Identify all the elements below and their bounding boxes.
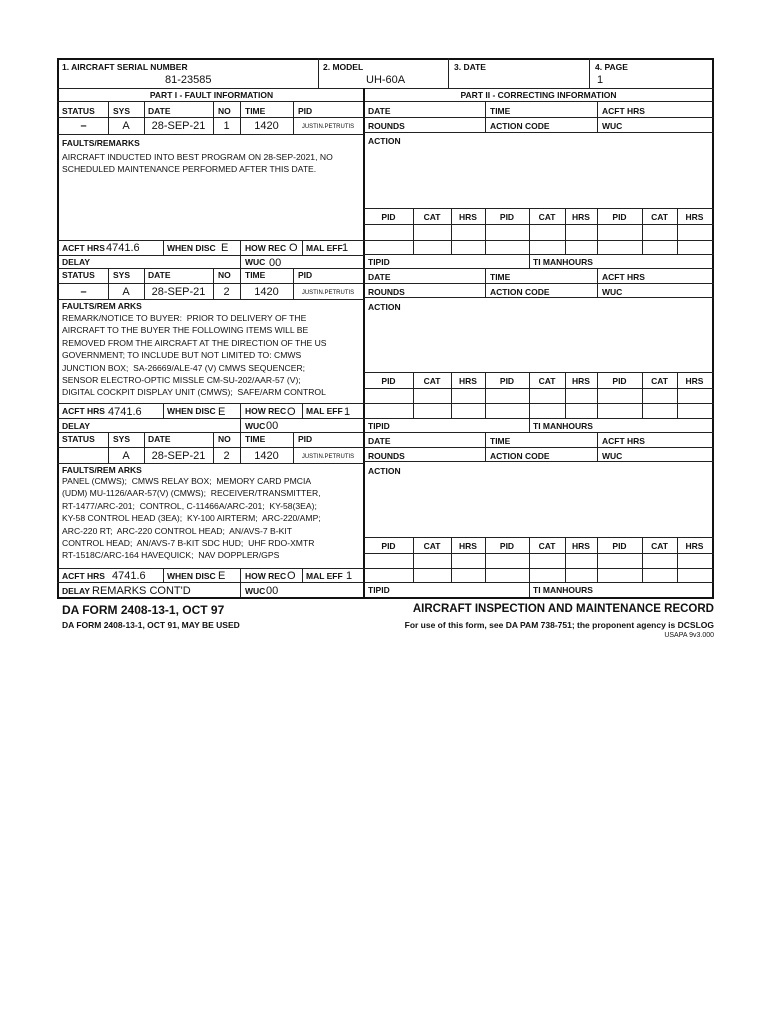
mal-eff-value: 1: [346, 570, 353, 582]
time-value: 1420: [254, 120, 279, 132]
status-value: –: [80, 286, 87, 298]
rounds-label: ROUNDS: [368, 451, 405, 461]
mal-eff-value: 1: [344, 406, 351, 418]
mal-eff-label: MAL EFF: [306, 406, 343, 416]
time-value: 1420: [254, 450, 279, 462]
no-label: NO: [218, 106, 231, 116]
how-rec-value: O: [287, 406, 296, 418]
acft-hrs-value: 4741.6: [112, 570, 146, 582]
hrs-header: HRS: [685, 541, 704, 551]
form-use-note: For use of this form, see DA PAM 738-751; the proponent agency is DCSLOG: [404, 620, 714, 630]
sys-label: SYS: [113, 106, 131, 116]
usapa-version: USAPA 9v3.000: [664, 632, 714, 639]
wuc-value: 00: [266, 585, 279, 597]
pid-header: PID: [612, 541, 627, 551]
correct-wuc-label: WUC: [602, 121, 623, 131]
hrs-header: HRS: [685, 212, 704, 222]
pid-value: JUSTIN.PETRUTIS: [301, 290, 355, 296]
correct-time-label: TIME: [490, 436, 511, 446]
when-disc-value: E: [221, 242, 229, 254]
action-label: ACTION: [368, 136, 401, 146]
cat-header: CAT: [423, 541, 441, 551]
faults-remarks-text: PANEL (CMWS); CMWS RELAY BOX; MEMORY CARD PMCIA (UDM) MU-1126/AAR-57(V) (CMWS); RECEIVER/TRANSMITTER, RT-1477/ARC-201; CONTROL, C-11466A/ARC-201; KY-58(3EA); KY-58 CONTROL HEAD (3EA); KY-100 AIRTERM; ARC-220/AMP; ARC-220 RT; ARC-220 CONTROL HEAD; AN/AVS-7 B-KIT CONTROL HEAD; AN/AVS-7 B-KIT SDC HUD; UHF RDO-XMTR RT-1518C/ARC-164 HAVEQUICK; NAV DOPPLER/GPS: [62, 476, 321, 561]
action-code-label: ACTION CODE: [490, 287, 550, 297]
hrs-header: HRS: [459, 541, 477, 551]
when-disc-label: WHEN DISC: [167, 243, 216, 253]
cat-header: CAT: [538, 212, 556, 222]
correct-acft-hrs-label: ACFT HRS: [602, 106, 645, 116]
form-top-border: [57, 58, 714, 60]
correct-date-label: DATE: [368, 272, 391, 282]
correct-time-label: TIME: [490, 106, 511, 116]
part-divider: [363, 88, 365, 598]
action-code-label: ACTION CODE: [490, 451, 550, 461]
cat-header: CAT: [651, 541, 668, 551]
acft-hrs-value: 4741.6: [106, 242, 140, 254]
page-value: 1: [597, 74, 604, 86]
pid-header: PID: [499, 376, 515, 386]
delay-label: DELAY: [62, 586, 91, 596]
serial-number-value: 81-23585: [165, 74, 212, 86]
rounds-label: ROUNDS: [368, 121, 405, 131]
pid-value: JUSTIN.PETRUTIS: [301, 454, 355, 460]
wuc-label: WUC: [245, 586, 266, 596]
when-disc-label: WHEN DISC: [167, 571, 216, 581]
fault-date-value: 28-SEP-21: [151, 120, 206, 132]
part1-title: PART I - FAULT INFORMATION: [149, 90, 274, 100]
fault-date-label: DATE: [148, 270, 171, 280]
pid-header: PID: [612, 212, 627, 222]
action-label: ACTION: [368, 302, 401, 312]
page-label: 4. PAGE: [595, 62, 628, 72]
no-value: 2: [223, 286, 230, 298]
part2-title: PART II - CORRECTING INFORMATION: [460, 90, 617, 100]
faults-remarks-label: FAULTS/REM ARKS: [62, 465, 142, 475]
pid-label: PID: [298, 270, 313, 280]
cat-header: CAT: [538, 376, 556, 386]
time-label: TIME: [245, 270, 266, 280]
how-rec-label: HOW REC: [245, 406, 287, 416]
wuc-value: 00: [266, 420, 279, 432]
tipid-label: TIPID: [368, 257, 390, 267]
acft-hrs-label: ACFT HRS: [62, 571, 105, 581]
pid-header: PID: [381, 541, 396, 551]
correct-date-label: DATE: [368, 436, 391, 446]
tipid-label: TIPID: [368, 421, 390, 431]
time-label: TIME: [245, 106, 266, 116]
pid-value: JUSTIN.PETRUTIS: [301, 124, 355, 130]
correct-date-label: DATE: [368, 106, 391, 116]
cat-header: CAT: [423, 376, 441, 386]
sys-value: A: [122, 450, 130, 462]
ti-manhours-label: TI MANHOURS: [533, 257, 593, 267]
how-rec-label: HOW REC: [245, 243, 287, 253]
tipid-label: TIPID: [368, 585, 390, 595]
status-label: STATUS: [62, 106, 95, 116]
status-value: –: [80, 120, 87, 132]
action-code-label: ACTION CODE: [490, 121, 550, 131]
status-label: STATUS: [62, 434, 95, 444]
serial-number-label: 1. AIRCRAFT SERIAL NUMBER: [62, 62, 188, 72]
hrs-header: HRS: [685, 376, 704, 386]
fault-date-value: 28-SEP-21: [151, 450, 206, 462]
fault-date-label: DATE: [148, 106, 171, 116]
how-rec-value: O: [289, 242, 298, 254]
sys-label: SYS: [113, 270, 131, 280]
pid-header: PID: [612, 376, 627, 386]
pid-header: PID: [499, 541, 515, 551]
form-bottom-border: [57, 597, 714, 599]
fault-date-value: 28-SEP-21: [151, 286, 206, 298]
no-value: 2: [223, 450, 230, 462]
sys-label: SYS: [113, 434, 131, 444]
status-label: STATUS: [62, 270, 95, 280]
ti-manhours-label: TI MANHOURS: [533, 421, 593, 431]
hrs-header: HRS: [572, 541, 590, 551]
model-label: 2. MODEL: [323, 62, 364, 72]
prev-edition-note: DA FORM 2408-13-1, OCT 91, MAY BE USED: [62, 620, 240, 630]
no-value: 1: [223, 120, 230, 132]
cat-header: CAT: [538, 541, 556, 551]
how-rec-label: HOW REC: [245, 571, 287, 581]
rounds-label: ROUNDS: [368, 287, 405, 297]
form-left-border: [57, 58, 59, 599]
how-rec-value: O: [287, 570, 296, 582]
fault-date-label: DATE: [148, 434, 171, 444]
wuc-label: WUC: [245, 421, 266, 431]
acft-hrs-value: 4741.6: [108, 406, 142, 418]
model-value: UH-60A: [366, 74, 406, 86]
delay-value: REMARKS CONT'D: [92, 585, 191, 597]
correct-acft-hrs-label: ACFT HRS: [602, 436, 645, 446]
sys-value: A: [122, 286, 130, 298]
time-label: TIME: [245, 434, 266, 444]
sys-value: A: [122, 120, 130, 132]
correct-wuc-label: WUC: [602, 287, 623, 297]
pid-header: PID: [499, 212, 515, 222]
cat-header: CAT: [651, 212, 668, 222]
hrs-header: HRS: [459, 212, 477, 222]
pid-label: PID: [298, 106, 313, 116]
no-label: NO: [218, 270, 231, 280]
mal-eff-label: MAL EFF: [306, 243, 343, 253]
pid-header: PID: [381, 212, 396, 222]
acft-hrs-label: ACFT HRS: [62, 406, 105, 416]
wuc-value: 00: [269, 257, 282, 269]
form-title: AIRCRAFT INSPECTION AND MAINTENANCE RECORD: [412, 603, 714, 615]
when-disc-value: E: [218, 406, 226, 418]
acft-hrs-label: ACFT HRS: [62, 243, 105, 253]
date-label: 3. DATE: [454, 62, 486, 72]
wuc-label: WUC: [245, 257, 266, 267]
hrs-header: HRS: [459, 376, 477, 386]
mal-eff-label: MAL EFF: [306, 571, 343, 581]
hrs-header: HRS: [572, 376, 590, 386]
correct-wuc-label: WUC: [602, 451, 623, 461]
delay-label: DELAY: [62, 257, 91, 267]
faults-remarks-text: REMARK/NOTICE TO BUYER: PRIOR TO DELIVERY OF THE AIRCRAFT TO THE BUYER THE FOLLOWING ITEMS WILL BE REMOVED FROM THE AIRCRAFT AT THE DIRECTION OF THE US GOVERNMENT; TO INCLUDE BUT NOT LIMITED TO: CMWS JUNCTION BOX; SA-26669/ALE-47 (V) CMWS SEQUENCER; SENSOR ELECTRO-OPTIC MISSLE CM-SU-202/AAR-57 (V); DIGITAL COCKPIT DISPLAY UNIT (CMWS); SAFE/ARM CONTROL: [62, 313, 327, 398]
pid-header: PID: [381, 376, 396, 386]
correct-acft-hrs-label: ACFT HRS: [602, 272, 645, 282]
faults-remarks-label: FAULTS/REMARKS: [62, 138, 140, 148]
form-id: DA FORM 2408-13-1, OCT 97: [62, 603, 225, 617]
delay-label: DELAY: [62, 421, 91, 431]
when-disc-label: WHEN DISC: [167, 406, 216, 416]
correct-time-label: TIME: [490, 272, 511, 282]
no-label: NO: [218, 434, 231, 444]
faults-remarks-text: AIRCRAFT INDUCTED INTO BEST PROGRAM ON 28-SEP-2021, NO SCHEDULED MAINTENANCE PERFORMED AFTER THIS DATE.: [62, 152, 333, 175]
cat-header: CAT: [423, 212, 441, 222]
when-disc-value: E: [218, 570, 226, 582]
ti-manhours-label: TI MANHOURS: [533, 585, 593, 595]
time-value: 1420: [254, 286, 279, 298]
pid-label: PID: [298, 434, 313, 444]
form-right-border: [712, 58, 714, 599]
action-label: ACTION: [368, 466, 401, 476]
faults-remarks-label: FAULTS/REM ARKS: [62, 301, 142, 311]
mal-eff-value: 1: [342, 242, 349, 254]
cat-header: CAT: [651, 376, 668, 386]
hrs-header: HRS: [572, 212, 590, 222]
